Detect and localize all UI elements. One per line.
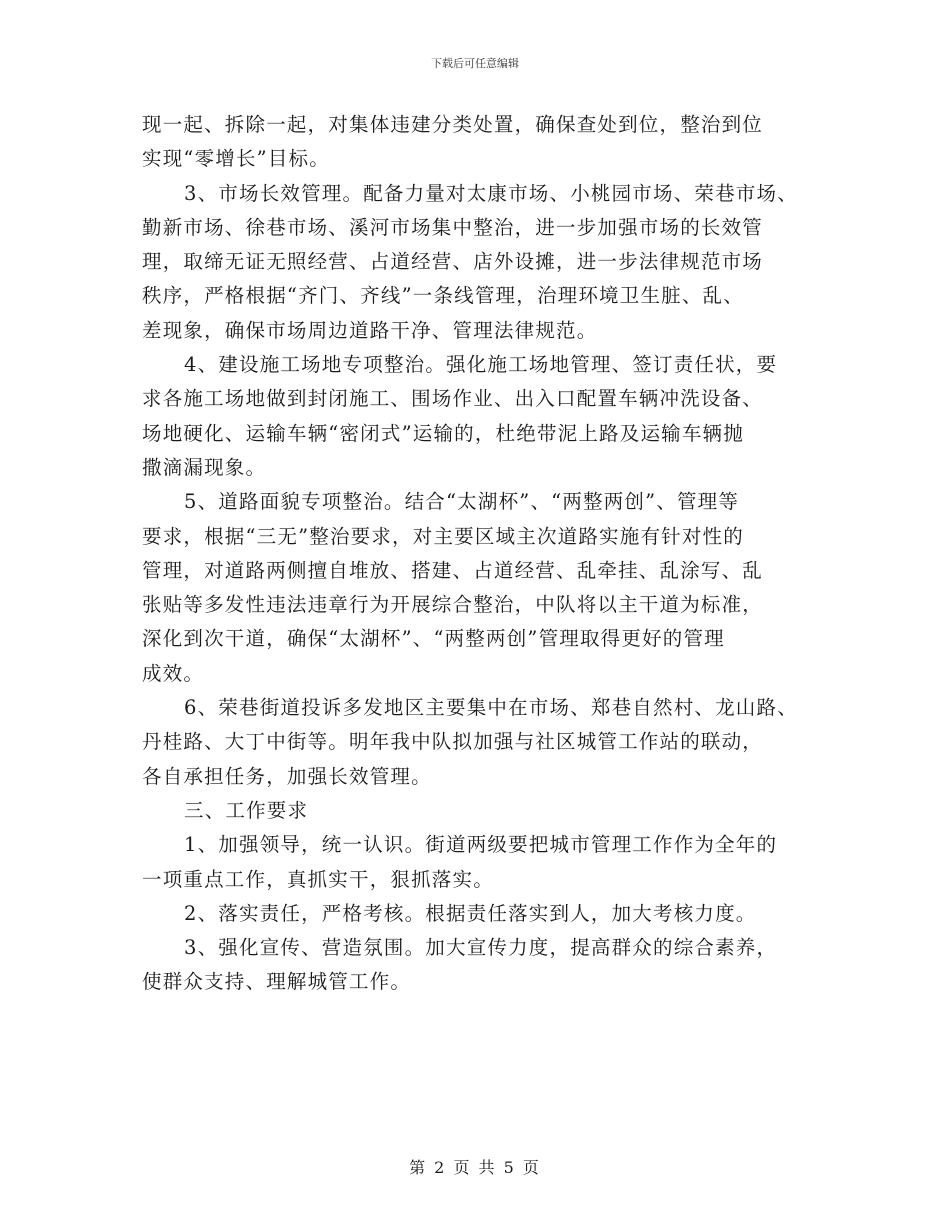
text-line: 管理，对道路两侧擅自堆放、搭建、占道经营、乱牵挂、乱涂写、乱 — [142, 558, 764, 582]
text-line: 3、强化宣传、营造氛围。加大宣传力度，提高群众的综合素养， — [184, 936, 778, 960]
text-line: 求各施工场地做到封闭施工、围场作业、出入口配置车辆冲洗设备、 — [142, 387, 764, 411]
text-line: 1、加强领导，统一认识。街道两级要把城市管理工作作为全年的 — [184, 833, 778, 857]
text-line: 3、市场长效管理。配备力量对太康市场、小桃园市场、荣巷市场、 — [184, 181, 798, 205]
page-header-note: 下载后可任意编辑 — [431, 57, 519, 70]
paragraph — [142, 931, 832, 1000]
text-line: 2、落实责任，严格考核。根据责任落实到人，加大考核力度。 — [184, 901, 757, 925]
paragraph — [142, 691, 832, 794]
page-footer-page-number: 第 2 页 共 5 页 — [409, 1158, 541, 1177]
text-line: 一项重点工作，真抓实干，狠抓落实。 — [142, 867, 494, 891]
paragraph — [142, 897, 832, 931]
text-line: 撒滴漏现象。 — [142, 455, 267, 479]
text-line: 要求，根据“三无”整治要求，对主要区域主次道路实施有针对性的 — [142, 524, 744, 548]
text-line: 秩序，严格根据“齐门、齐线”一条线管理，治理环境卫生脏、乱、 — [142, 284, 744, 308]
text-line: 现一起、拆除一起，对集体违建分类处置，确保查处到位，整治到位 — [142, 113, 764, 136]
paragraph — [142, 348, 832, 485]
text-line: 三、工作要求 — [184, 798, 309, 822]
text-line: 差现象，确保市场周边道路干净、管理法律规范。 — [142, 318, 598, 342]
text-line: 成效。 — [142, 661, 205, 685]
paragraph — [142, 177, 832, 348]
text-line: 4、建设施工场地专项整治。强化施工场地管理、签订责任状，要 — [184, 353, 778, 377]
text-line: 各自承担任务，加强长效管理。 — [142, 764, 432, 788]
paragraph — [142, 828, 832, 897]
text-line: 场地硬化、运输车辆“密闭式”运输的，杜绝带泥上路及运输车辆抛 — [142, 421, 744, 445]
document-body — [142, 108, 832, 1000]
paragraph — [142, 108, 832, 177]
text-line: 理，取缔无证无照经营、占道经营、店外设摊，进一步法律规范市场 — [142, 250, 764, 274]
paragraph — [142, 794, 832, 828]
text-line: 深化到次干道，确保“太湖杯”、“两整两创”管理取得更好的管理 — [142, 627, 725, 651]
text-line: 丹桂路、大丁中街等。明年我中队拟加强与社区城管工作站的联动， — [142, 730, 764, 754]
text-line: 使群众支持、理解城管工作。 — [142, 970, 412, 994]
text-line: 张贴等多发性违法违章行为开展综合整治，中队将以主干道为标准， — [142, 593, 764, 617]
text-line: 实现“零增长”目标。 — [142, 147, 330, 171]
paragraph — [142, 485, 832, 691]
text-line: 勤新市场、徐巷市场、溪河市场集中整治，进一步加强市场的长效管 — [142, 215, 764, 239]
text-line: 5、道路面貌专项整治。结合“太湖杯”、“两整两创”、管理等 — [184, 490, 740, 514]
text-line: 6、荣巷街道投诉多发地区主要集中在市场、郑巷自然村、龙山路、 — [184, 696, 798, 720]
